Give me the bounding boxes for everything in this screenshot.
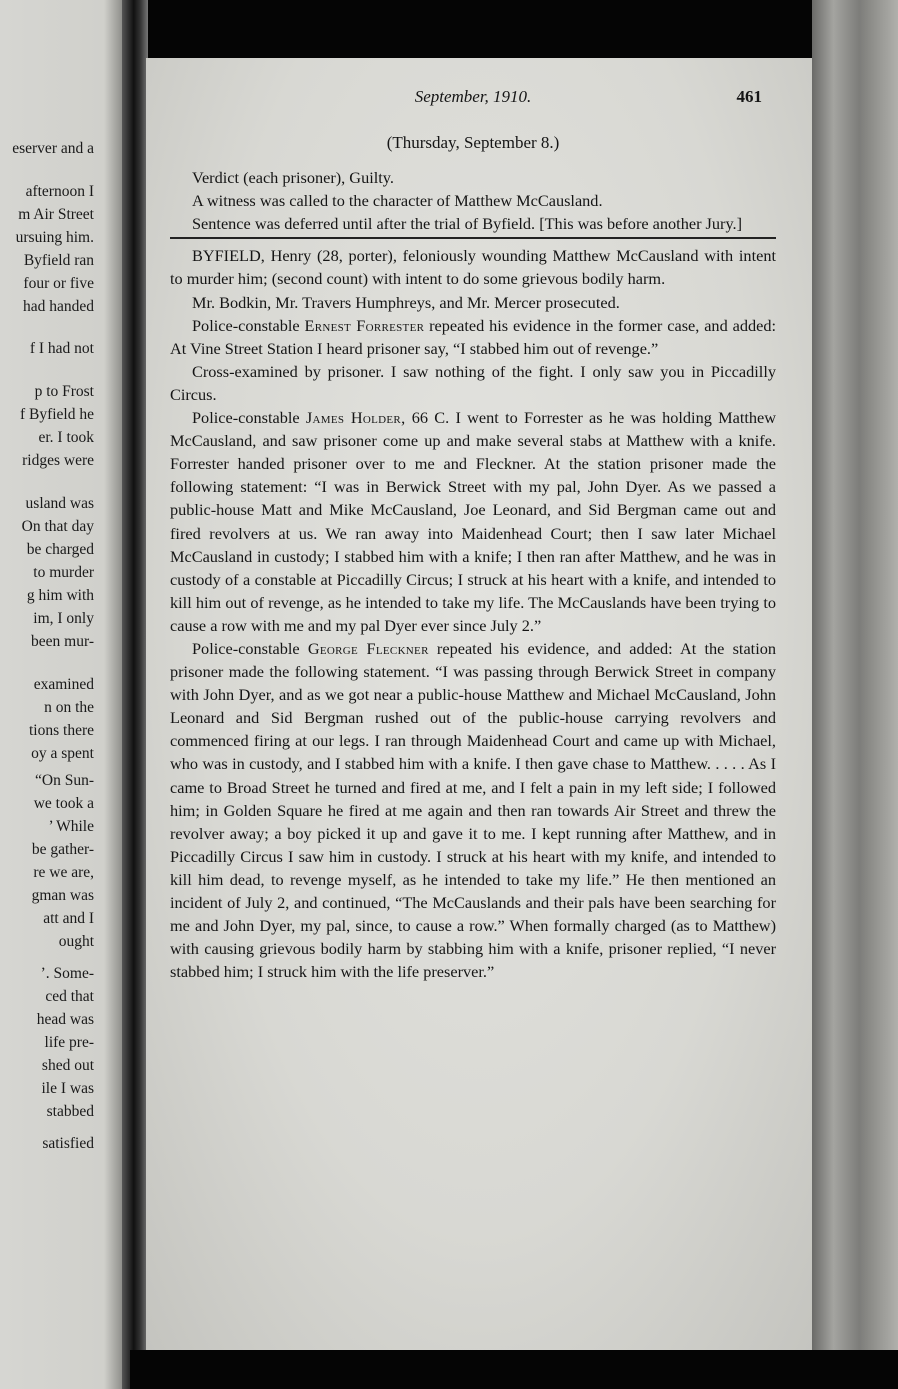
left-page-fragment: satisfied [42, 1135, 94, 1152]
left-page-fragment: stabbed [46, 1103, 94, 1120]
left-page-fragment: “On Sun- [35, 772, 94, 789]
left-page-fragment: f I had not [29, 340, 94, 357]
left-page-fragment: att and I [43, 910, 94, 927]
left-page-fragment: n on the [44, 699, 94, 716]
defendant-name: BYFIELD, [192, 246, 265, 266]
left-page-fragment: f Byfield he [19, 406, 94, 423]
left-page-fragment: head was [36, 1011, 94, 1028]
book-gutter [122, 0, 148, 1389]
left-page-fragment: tions there [29, 722, 94, 739]
left-page-fragment: re we are, [33, 864, 94, 881]
running-head [170, 85, 776, 115]
fleckner-text: repeated his evidence, and added: At the station prisoner made the following statement. “I was passing through Berwick Street in company with John Dyer, and as we got near a public-house Matthew and Michael McCausland, John Leonard and Sid Bergman rushed out of the public-house carrying revolvers and commenced firing at our legs. I ran through Maidenhead Court and came up with Michael, who was in custody, and I stabbed him with a knife. I then gave chase to Matthew. . . . . As I came to Broad Street he turned and fired at me, and I felt a pain in my left side; I followed him; in Golden Square he fired at me again and then ran towards Air Street and threw the revolver away; a boy picked it up and gave it to me. I kept running after Matthew, and in Piccadilly Circus I saw him in custody. I struck at his heart with my knife, and intended to kill him dead, to revenge myself, as he intended to take my life.” He then mentioned an incident of July 2, and continued, “The McCauslands and their pals have been searching for me and John Dyer, my pal, since, to cause a row.” When formally charged (as to Matthew) with causing grievous bodily harm by stabbing him with a knife, prisoner replied, “I never stabbed him; I struck him with the life preserver.” [170, 638, 777, 982]
page-content [170, 85, 776, 983]
case-divider-rule [170, 237, 776, 239]
left-page-fragment: shed out [41, 1057, 94, 1074]
case-heading-paragraph [170, 244, 776, 290]
left-page-fragment: ’ While [48, 818, 94, 835]
holder-name: James Holder, [305, 408, 406, 428]
left-page-fragment: m Air Street [18, 206, 94, 223]
left-page-fragment: usland was [25, 495, 94, 512]
left-page-fragment: afternoon I [25, 183, 94, 200]
left-page-fragment: ursuing him. [15, 229, 94, 246]
left-page-fragment: ridges were [22, 452, 94, 469]
counsel-paragraph: Mr. Bodkin, Mr. Travers Humphreys, and Mr. Mercer prosecuted. [192, 292, 620, 312]
page-number: 461 [736, 87, 762, 106]
left-page-fragment: eserver and a [12, 140, 94, 157]
left-page-fragment: g him with [26, 587, 94, 604]
left-page-fragment: examined [33, 676, 94, 693]
holder-role: Police-constable [192, 408, 306, 428]
left-page-fragment: ile I was [41, 1080, 94, 1097]
left-page-fragment: ced that [45, 988, 94, 1005]
sentence-paragraph: Sentence was deferred until after the trial of Byfield. [This was before another Jury.] [192, 214, 743, 234]
left-page-fragment: life pre- [44, 1034, 94, 1051]
left-page-fragment: er. I took [38, 429, 94, 446]
day-heading: (Thursday, September 8.) [386, 133, 560, 152]
fleckner-role: Police-constable [192, 638, 308, 658]
left-page-fragment: gman was [31, 887, 94, 904]
scan-bottom-border [130, 1350, 898, 1389]
holder-paragraph [170, 406, 776, 637]
left-page-fragment: Byfield ran [23, 252, 94, 269]
left-page-fragment: im, I only [33, 610, 94, 627]
left-page-fragment: ’. Some- [40, 965, 94, 982]
forrester-role: Police-constable [192, 315, 305, 335]
header-date: September, 1910. [414, 87, 532, 106]
left-page-fragment: we took a [33, 795, 94, 812]
verdict-paragraph: Verdict (each prisoner), Guilty. [192, 168, 394, 188]
forrester-name: Ernest Forrester [304, 315, 425, 335]
left-page-fragment: four or five [23, 275, 94, 292]
holder-text: 66 C. I went to Forrester as he was holding Matthew McCausland, and saw prisoner come up and make several stabs at Matthew with a knife. Forrester handed prisoner over to me and Fleckner. At the station prisoner made the following statement: “I was in Berwick Street with my pal, John Dyer. As we passed a public-house Matt and Mike McCausland, Joe Leonard, and Sid Bergman came out and fired revolvers at us. We ran away into Maidenhead Court; then I saw later Michael McCausland in custody; I stabbed him with a knife; I then ran after Matthew, and he was in custody of a constable at Piccadilly Circus; I struck at his heart with a knife, and intended to kill him out of revenge, as he intended to take my life. The McCauslands have been trying to cause a row with me and my pal Dyer ever since July 2.” [170, 408, 776, 635]
left-page-fragment: oy a spent [31, 745, 94, 762]
left-page-fragment: be charged [26, 541, 94, 558]
cross-examination-paragraph: Cross-examined by prisoner. I saw nothing of the fight. I only saw you in Piccadilly Circus. [170, 361, 776, 404]
page-edge-stack [812, 0, 898, 1389]
fleckner-name: George Fleckner [307, 638, 429, 658]
forrester-text: repeated his evidence in the former case, and added: At Vine Street Station I heard prisoner say, “I stabbed him out of revenge.” [170, 315, 776, 358]
left-page-fragment: be gather- [31, 841, 94, 858]
indictment-text: Henry (28, porter), feloniously wounding Matthew McCausland with intent to murder him; (second count) with intent to do some grievous bodily harm. [170, 246, 776, 289]
fleckner-paragraph [170, 637, 776, 983]
left-page-fragment: On that day [21, 518, 94, 535]
left-page-fragment: p to Frost [34, 383, 94, 400]
left-page-margin [0, 0, 130, 1389]
left-page-fragment: been mur- [31, 633, 94, 650]
left-page-fragment: to murder [33, 564, 94, 581]
witness-paragraph: A witness was called to the character of Matthew McCausland. [192, 191, 603, 211]
left-page-fragment: ought [58, 933, 94, 950]
forrester-paragraph [170, 314, 776, 360]
left-page-fragment: had handed [22, 298, 94, 315]
